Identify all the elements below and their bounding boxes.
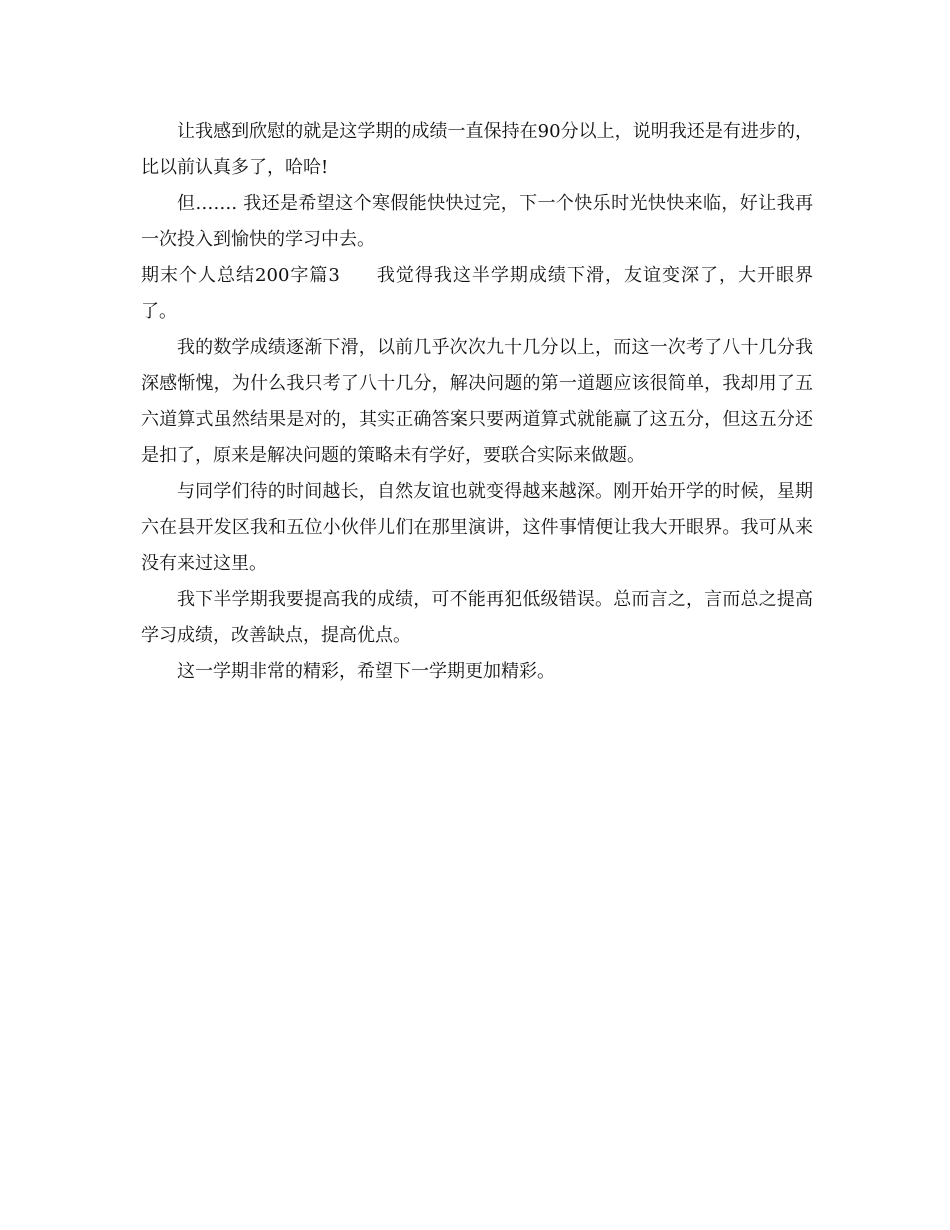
paragraph-friendship: 与同学们待的时间越长，自然友谊也就变得越来越深。刚开始开学的时候，星期六在县开发区我和五位小伙伴儿们在那里演讲，这件事情便让我大开眼界。我可从来没有来过这里。	[141, 481, 813, 574]
section-heading-line	[141, 258, 813, 330]
paragraph-math: 我的数学成绩逐渐下滑，以前几乎次次九十几分以上，而这一次考了八十几分我深感惭愧，为什么我只考了八十几分，解决问题的第一道题应该很简单，我却用了五六道算式虽然结果是对的，其实正确答案只要两道算式就能赢了这五分，但这五分还是扣了，原来是解决问题的策略未有学好，要联合实际来做题。	[141, 337, 813, 466]
paragraph-closing: 这一学期非常的精彩，希望下一学期更加精彩。	[177, 661, 555, 682]
paragraph-grades: 让我感到欣慰的就是这学期的成绩一直保持在90分以上，说明我还是有进步的，比以前认真多了，哈哈!	[141, 121, 813, 178]
paragraph-goals: 我下半学期我要提高我的成绩，可不能再犯低级错误。总而言之，言而总之提高学习成绩，改善缺点，提高优点。	[141, 589, 813, 646]
section-intro: 我觉得我这半学期成绩下滑，友谊变深了，大开眼界了。	[141, 265, 814, 322]
document-body	[141, 114, 813, 690]
section-title: 期末个人总结200字篇3	[141, 265, 340, 286]
paragraph-winter-break: 但……. 我还是希望这个寒假能快快过完，下一个快乐时光快快来临，好让我再一次投入到愉快的学习中去。	[141, 193, 813, 250]
